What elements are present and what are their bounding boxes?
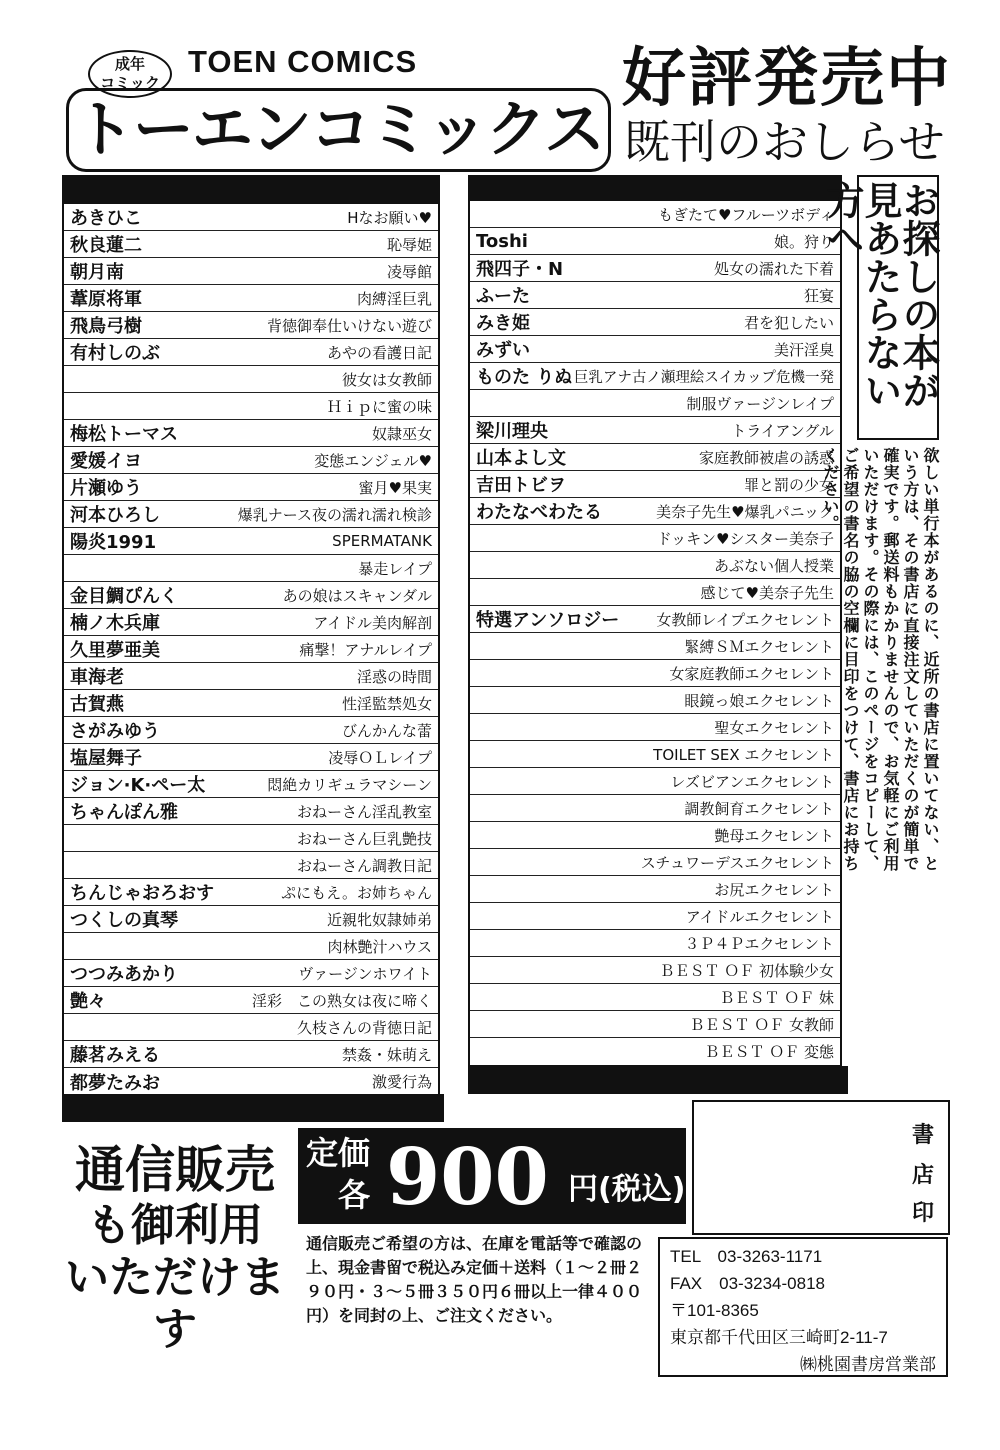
list-item	[64, 1041, 438, 1068]
book-title: 君を犯したい	[743, 313, 834, 332]
book-title: ＢＥＳＴ ＯＦ 女教師	[689, 1015, 834, 1034]
book-title: おねーさん調教日記	[296, 856, 432, 875]
book-author: 艶々	[70, 991, 106, 1012]
book-title: TOILET SEX エクセレント	[653, 745, 834, 764]
book-author: 葦原将軍	[70, 289, 142, 310]
book-author: 楠ノ木兵庫	[70, 613, 160, 634]
list-item	[470, 552, 840, 579]
badge-line-1: 成年	[114, 55, 145, 73]
list-item	[470, 579, 840, 606]
brand-logo: トーエンコミックス	[66, 88, 611, 172]
book-title: 痛撃！アナルレイプ	[299, 640, 432, 659]
book-author: 飛四子・N	[476, 259, 564, 280]
book-title: ヴァージンホワイト	[298, 964, 432, 983]
book-author: 朝月南	[70, 262, 124, 283]
book-title: あやの看護日記	[326, 343, 432, 362]
book-author: みずい	[476, 340, 530, 361]
book-author: 古賀燕	[70, 694, 124, 715]
list-item	[470, 471, 840, 498]
list-header-bar	[470, 177, 840, 201]
list-item	[64, 555, 438, 582]
list-item	[470, 795, 840, 822]
list-item	[64, 420, 438, 447]
list-item	[64, 339, 438, 366]
book-title: 調教飼育エクセレント	[684, 799, 834, 818]
right-book-list	[468, 175, 842, 1067]
book-title: もぎたて♥フルーツボディ	[657, 205, 834, 224]
page-title: 好評発売中	[622, 42, 952, 116]
book-title: 艶母エクセレント	[714, 826, 834, 845]
list-item	[64, 474, 438, 501]
book-title: レズビアンエクセレント	[670, 772, 834, 791]
book-title: 女家庭教師エクセレント	[669, 664, 834, 683]
book-title: 性淫監禁処女	[341, 694, 432, 713]
list-item	[64, 312, 438, 339]
contact-fax: FAX 03-3234-0818	[670, 1274, 825, 1293]
list-item	[64, 393, 438, 420]
book-author: 車海老	[70, 667, 124, 688]
list-item	[470, 201, 840, 228]
book-title: SPERMATANK	[332, 532, 432, 550]
stamp-char-2: 店	[911, 1163, 934, 1188]
book-title: 凌辱ＯＬレイプ	[328, 748, 432, 767]
book-author: 河本ひろし	[70, 505, 160, 526]
list-footer-bar	[468, 1066, 848, 1094]
book-author: 久里夢亜美	[70, 640, 160, 661]
book-title: 暴走レイプ	[358, 559, 432, 578]
book-title: お尻エクセレント	[714, 880, 834, 899]
book-title: Hなお願い♥	[347, 208, 432, 227]
book-author: わたなべわたる	[476, 502, 602, 523]
contact-address: 東京都千代田区三崎町2-11-7	[670, 1328, 888, 1347]
list-header-bar	[64, 177, 438, 204]
list-item	[64, 1014, 438, 1041]
price-label	[306, 1132, 370, 1216]
list-item	[470, 282, 840, 309]
list-item	[470, 525, 840, 552]
book-title: ＢＥＳＴ ＯＦ 妹	[719, 988, 834, 1007]
list-item	[470, 444, 840, 471]
mail-order-heading	[60, 1140, 290, 1356]
book-title: 感じて♥美奈子先生	[700, 583, 834, 602]
list-item	[470, 876, 840, 903]
left-book-list	[62, 175, 440, 1097]
list-item	[470, 336, 840, 363]
list-item	[470, 741, 840, 768]
list-footer-bar	[62, 1094, 444, 1122]
list-item	[64, 906, 438, 933]
book-title: 肉林艶汁ハウス	[327, 937, 432, 956]
list-item	[64, 447, 438, 474]
book-title: ドッキン♥シスター美奈子	[656, 529, 834, 548]
list-item	[470, 498, 840, 525]
list-item	[64, 987, 438, 1014]
book-author: 特選アンソロジー	[476, 610, 620, 631]
book-author: ふーた	[476, 286, 530, 307]
book-title: トライアングル	[731, 421, 834, 440]
book-title: ＢＥＳＴ ＯＦ 初体験少女	[659, 961, 834, 980]
book-author: 梁川理央	[476, 421, 548, 442]
list-item	[64, 258, 438, 285]
book-title: 禁姦・妹萌え	[341, 1045, 432, 1064]
list-item	[64, 528, 438, 555]
book-title: 娘。狩り	[773, 232, 834, 251]
book-title: 眼鏡っ娘エクセレント	[684, 691, 834, 710]
list-item	[470, 849, 840, 876]
book-title: おねーさん淫乱教室	[296, 802, 432, 821]
list-item	[470, 957, 840, 984]
book-title: 狂宴	[803, 286, 834, 305]
list-item	[64, 717, 438, 744]
book-title: 恥辱姫	[386, 235, 432, 254]
book-title: スチュワーデスエクセレント	[640, 853, 834, 872]
book-title: 淫惑の時間	[356, 667, 432, 686]
book-title: 家庭教師被虐の誘惑	[698, 448, 834, 467]
list-item	[470, 606, 840, 633]
book-author: ものた りぬ	[476, 367, 573, 388]
book-title: 久枝さんの背徳日記	[296, 1018, 432, 1037]
brand-english: TOEN COMICS	[188, 44, 418, 79]
book-title: あの娘はスキャンダル	[282, 586, 432, 605]
book-author: 飛鳥弓樹	[70, 316, 142, 337]
book-title: 美汗淫臭	[773, 340, 834, 359]
book-title: 罪と罰の少女	[743, 475, 834, 494]
book-title: ＢＥＳＴ ＯＦ 変態	[704, 1043, 834, 1061]
list-item	[64, 609, 438, 636]
book-author: あきひこ	[70, 208, 142, 229]
book-title: 激愛行為	[371, 1073, 432, 1091]
book-title: 美奈子先生♥爆乳パニック	[656, 502, 834, 521]
list-item	[64, 1068, 438, 1095]
book-title: 変態エンジェル♥	[314, 451, 432, 470]
book-author: Toshi	[476, 230, 528, 252]
book-author: 秋良蓮二	[70, 235, 142, 256]
list-item	[64, 582, 438, 609]
book-author: つくしの真琴	[70, 910, 178, 931]
list-item	[470, 714, 840, 741]
contact-zip: 〒101-8365	[670, 1301, 759, 1320]
book-author: 吉田トビヲ	[476, 475, 566, 496]
book-title: 淫彩 この熟女は夜に啼く	[251, 991, 432, 1010]
book-title: 蜜月♥果実	[358, 478, 432, 497]
price-label-2: 各	[338, 1176, 371, 1214]
book-author: 藤茗みえる	[70, 1045, 160, 1066]
list-item	[470, 984, 840, 1011]
book-title: アイドルエクセレント	[685, 907, 834, 926]
book-author: 塩屋舞子	[70, 748, 142, 769]
mail-order-line-2: も御利用	[87, 1200, 263, 1251]
book-author: ちんじゃおろおす	[70, 883, 214, 904]
list-item	[470, 660, 840, 687]
book-title: アイドル美肉解剖	[313, 613, 432, 632]
list-item	[64, 879, 438, 906]
contact-box	[658, 1237, 948, 1377]
list-item	[64, 204, 438, 231]
book-title: 背徳御奉仕いけない遊び	[266, 316, 432, 335]
book-title: 処女の濡れた下着	[713, 259, 834, 278]
notice-body: 欲しい単行本があるのに、近所の書店に置いてない、という方は、その書店に直接注文していただくのが簡単で確実です。郵送料もかかりませんので、お気軽にご利用いただけます。その際には、このページをコピーして、ご希望の書名の脇の空欄に目印をつけて、書店にお持ちください。	[821, 447, 940, 872]
list-item	[64, 771, 438, 798]
list-item	[470, 417, 840, 444]
contact-tel: TEL 03-3263-1171	[670, 1247, 823, 1266]
list-item	[470, 390, 840, 417]
list-item	[64, 366, 438, 393]
list-item	[64, 960, 438, 987]
stamp-char-3: 印	[911, 1201, 934, 1226]
book-author: 梅松トーマス	[70, 424, 178, 445]
mail-order-line-1: 通信販売	[75, 1141, 275, 1199]
list-item	[470, 228, 840, 255]
book-title: 悶絶カリギュラマシーン	[267, 775, 432, 794]
book-author: ちゃんぽん雅	[70, 802, 178, 823]
book-author: 片瀬ゆう	[70, 478, 142, 499]
book-title: 肉縛淫巨乳	[356, 289, 432, 308]
book-author: 都夢たみお	[70, 1072, 160, 1094]
book-title: 巨乳アナ古ノ瀬理絵スイカップ危機一発	[573, 369, 834, 386]
list-item	[470, 687, 840, 714]
list-item	[470, 633, 840, 660]
list-item	[470, 1011, 840, 1038]
book-title: 彼女は女教師	[341, 370, 432, 389]
book-title: あぶない個人授業	[713, 556, 834, 575]
list-item	[470, 309, 840, 336]
price-unit: 円(税込)	[568, 1172, 686, 1207]
list-item	[64, 744, 438, 771]
book-title: ３Ｐ４Ｐエクセレント	[684, 934, 834, 953]
book-author: ジョン·K·ペー太	[70, 775, 206, 796]
book-author: 有村しのぶ	[70, 343, 160, 364]
book-author: 陽炎1991	[70, 532, 157, 553]
price-banner	[298, 1128, 686, 1224]
book-author: 山本よし文	[476, 448, 566, 469]
mail-order-line-3: いただけます	[65, 1252, 285, 1355]
list-item	[470, 903, 840, 930]
book-author: みき姫	[476, 313, 530, 334]
badge-line-2: コミック	[100, 74, 160, 92]
book-title: 爆乳ナース夜の濡れ濡れ検診	[237, 505, 432, 524]
list-item	[64, 825, 438, 852]
list-item	[64, 231, 438, 258]
list-item	[64, 852, 438, 879]
book-title: Ｈｉｐに蜜の味	[326, 397, 432, 416]
book-author: つつみあかり	[70, 964, 178, 985]
list-item	[470, 255, 840, 282]
book-author: 愛媛イヨ	[70, 451, 142, 472]
book-title: 女教師レイプエクセレント	[656, 610, 834, 629]
list-item	[64, 636, 438, 663]
list-item	[470, 768, 840, 795]
stamp-char-1: 書	[911, 1123, 934, 1148]
order-instructions: 通信販売ご希望の方は、在庫を電話等で確認の上、現金書留で税込み定価＋送料（１～２冊２９０円・３～５冊３５０円６冊以上一律４００円）を同封の上、ご注文ください。	[306, 1234, 643, 1325]
list-item	[64, 501, 438, 528]
contact-company: ㈱桃園書房営業部	[800, 1355, 936, 1374]
list-item	[64, 285, 438, 312]
price-amount: 900	[386, 1132, 549, 1223]
book-title: 奴隷巫女	[371, 424, 432, 443]
page-subtitle: 既刊のおしらせ	[624, 115, 945, 169]
list-item	[470, 930, 840, 957]
list-item	[64, 690, 438, 717]
book-title: びんかんな蕾	[341, 721, 432, 740]
list-item	[470, 363, 840, 390]
list-item	[64, 933, 438, 960]
book-author: さがみゆう	[70, 721, 160, 742]
list-item	[470, 822, 840, 849]
notice-title: お探しの本が見あたらない方へ	[857, 175, 939, 440]
list-item	[64, 798, 438, 825]
price-label-1: 定価	[306, 1134, 371, 1172]
book-title: 凌辱館	[386, 262, 432, 281]
book-title: 近親牝奴隷姉弟	[326, 910, 432, 929]
book-title: ぷにもえ。お姉ちゃん	[281, 883, 432, 902]
list-item	[470, 1038, 840, 1065]
book-author: 金目鯛ぴんく	[70, 586, 178, 607]
book-title: おねーさん巨乳艶技	[296, 829, 432, 848]
book-title: 聖女エクセレント	[714, 718, 834, 737]
list-item	[64, 663, 438, 690]
store-stamp-box	[692, 1100, 950, 1235]
book-title: 制服ヴァージンレイプ	[686, 394, 834, 413]
book-title: 緊縛ＳＭエクセレント	[684, 637, 834, 656]
